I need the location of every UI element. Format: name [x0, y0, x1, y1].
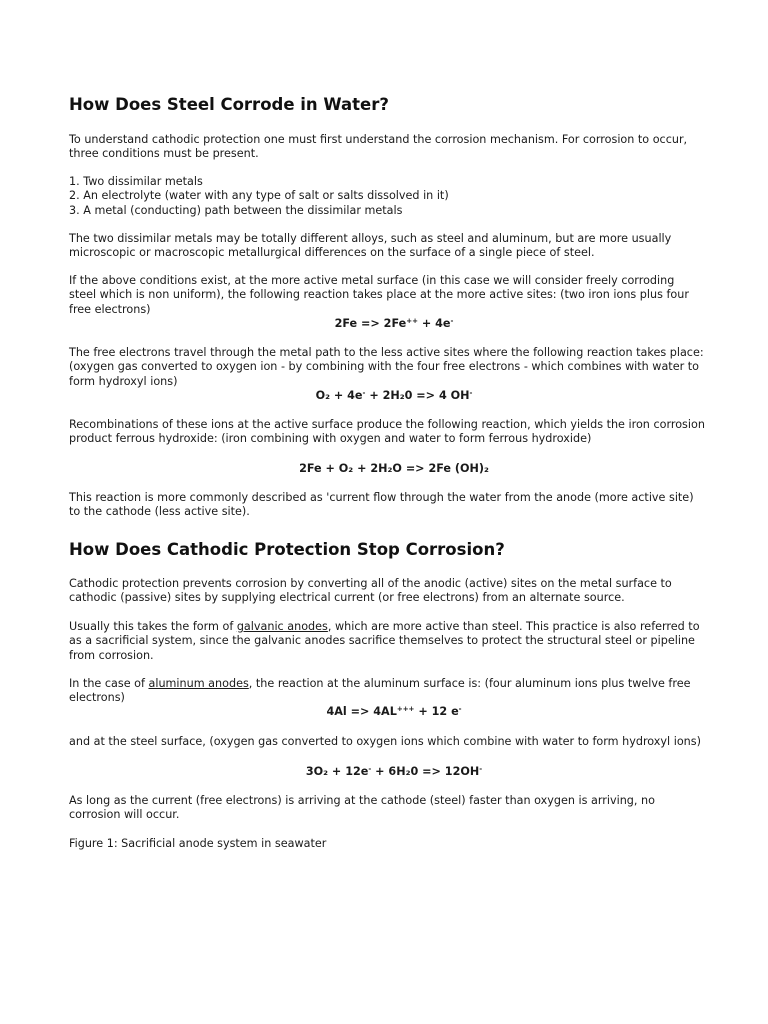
text-line: product ferrous hydroxide: (iron combining with oxygen and water to form ferrous hydroxide)	[69, 432, 592, 446]
list-item: 1. Two dissimilar metals	[69, 175, 203, 188]
dissimilar-metals-paragraph	[69, 232, 719, 261]
recombination-paragraph	[69, 418, 719, 447]
text-line: three conditions must be present.	[69, 147, 259, 161]
conditions-list	[69, 175, 719, 218]
text-line: form hydroxyl ions)	[69, 374, 178, 388]
text-line: (oxygen gas converted to oxygen ion - by combining with the four free electrons - which combines with water to	[69, 360, 699, 374]
list-item: 3. A metal (conducting) path between the dissimilar metals	[69, 203, 403, 217]
text-line: steel which is non uniform), the following reaction takes place at the more active sites: (two iron ions plus four	[69, 288, 689, 302]
text-line: This reaction is more commonly described as 'current flow through the water from the anode (more active site)	[69, 491, 694, 504]
text-line: Usually this takes the form of galvanic anodes, which are more active than steel. This practice is also referred to	[69, 620, 700, 633]
text-line: As long as the current (free electrons) is arriving at the cathode (steel) faster than oxygen is arriving, no	[69, 794, 655, 807]
text-line: The two dissimilar metals may be totally different alloys, such as steel and aluminum, but are more usually	[69, 232, 672, 245]
section-heading-steel-corrosion: How Does Steel Corrode in Water?	[69, 95, 389, 114]
intro-paragraph	[69, 133, 719, 162]
as-long-paragraph	[69, 794, 719, 823]
text-line: To understand cathodic protection one must first understand the corrosion mechanism. For corrosion to occur,	[69, 133, 688, 146]
equation-aluminum-oxidation: 4Al => 4AL+++ + 12 e-	[326, 705, 462, 718]
text-line: to the cathode (less active site).	[69, 505, 250, 519]
equation-iron-oxidation: 2Fe => 2Fe++ + 4e-	[334, 317, 454, 330]
galvanic-anodes-link[interactable]: galvanic anodes	[236, 620, 328, 633]
text-line: as a sacrificial system, since the galvanic anodes sacrifice themselves to protect the structural steel or pipeline	[69, 634, 695, 648]
galvanic-anodes-paragraph	[69, 620, 719, 663]
text-line: Recombinations of these ions at the active surface produce the following reaction, which yields the iron corrosion	[69, 418, 705, 431]
text-line: microscopic or macroscopic metallurgical differences on the surface of a single piece of steel.	[69, 246, 595, 260]
text-line: Figure 1: Sacrificial anode system in seawater	[69, 837, 327, 850]
text-line: free electrons)	[69, 302, 151, 316]
aluminum-anodes-link[interactable]: aluminum anodes	[148, 677, 249, 690]
section-heading-cathodic-protection: How Does Cathodic Protection Stop Corrosion?	[69, 540, 505, 559]
text-line: Cathodic protection prevents corrosion by converting all of the anodic (active) sites on the metal surface to	[69, 577, 672, 590]
conditions-exist-paragraph	[69, 274, 719, 317]
equation-steel-surface: 3O₂ + 12e- + 6H₂0 => 12OH-	[305, 765, 483, 778]
text-line: If the above conditions exist, at the more active metal surface (in this case we will consider freely corroding	[69, 274, 675, 287]
aluminum-anodes-paragraph	[69, 677, 719, 706]
list-item: 2. An electrolyte (water with any type of salt or salts dissolved in it)	[69, 189, 449, 203]
prevents-corrosion-paragraph	[69, 577, 719, 606]
figure-caption	[69, 837, 719, 851]
text-line: corrosion will occur.	[69, 808, 180, 822]
steel-surface-paragraph	[69, 735, 719, 749]
text-line: In the case of aluminum anodes, the reaction at the aluminum surface is: (four aluminum ions plus twelve free	[69, 677, 691, 690]
equation-oxygen-reduction: O₂ + 4e- + 2H₂0 => 4 OH-	[315, 389, 473, 402]
current-flow-paragraph	[69, 491, 719, 520]
text-line: cathodic (passive) sites by supplying electrical current (or free electrons) from an alternate source.	[69, 591, 625, 605]
text-line: electrons)	[69, 691, 125, 705]
free-electrons-paragraph	[69, 346, 719, 389]
text-line: and at the steel surface, (oxygen gas converted to oxygen ions which combine with water to form hydroxyl ions)	[69, 735, 701, 748]
text-line: The free electrons travel through the metal path to the less active sites where the following reaction takes place:	[69, 346, 704, 359]
text-line: from corrosion.	[69, 648, 154, 662]
equation-ferrous-hydroxide: 2Fe + O₂ + 2H₂O => 2Fe (OH)₂	[299, 462, 489, 475]
